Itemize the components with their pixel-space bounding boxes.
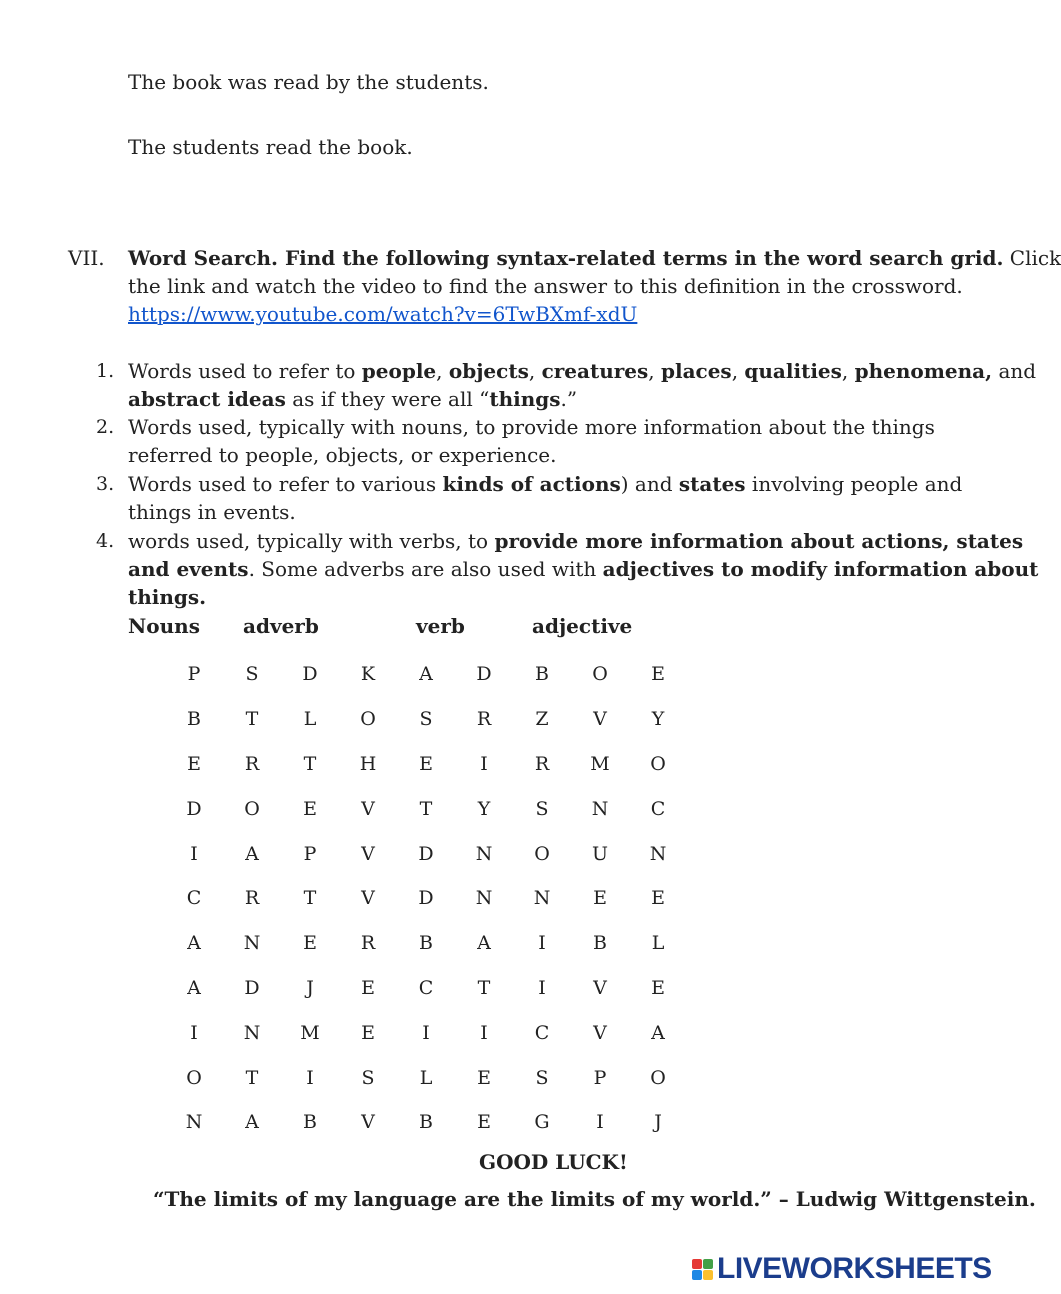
grid-cell: K <box>360 663 376 686</box>
grid-cell: S <box>361 1066 375 1089</box>
grid-cell: E <box>187 752 201 775</box>
grid-row <box>165 697 687 742</box>
grid-cell: I <box>596 1111 604 1134</box>
grid-cell: A <box>477 932 491 955</box>
grid-cell: T <box>303 752 317 775</box>
grid-cell: E <box>651 887 665 910</box>
logo-block <box>692 1259 702 1269</box>
grid-cell: V <box>361 887 375 910</box>
grid-row <box>165 921 687 966</box>
section-numeral: VII. <box>68 246 105 270</box>
grid-cell: B <box>303 1111 317 1134</box>
grid-cell: P <box>593 1066 607 1089</box>
grid-cell: E <box>477 1111 491 1134</box>
grid-cell: C <box>534 1021 550 1044</box>
quote-author: – Ludwig Wittgenstein. <box>778 1187 1036 1211</box>
grid-cell: O <box>360 708 376 731</box>
grid-cell: V <box>361 797 375 820</box>
grid-cell: Z <box>535 708 549 731</box>
quote-text: “The limits of my language are the limits of my world.” <box>153 1187 772 1211</box>
grid-cell: S <box>535 797 549 820</box>
grid-cell: H <box>359 752 377 775</box>
word-search-grid <box>165 652 687 1145</box>
grid-cell: D <box>476 663 492 686</box>
grid-cell: D <box>418 887 434 910</box>
grid-row <box>165 1100 687 1145</box>
grid-cell: V <box>361 842 375 865</box>
grid-cell: B <box>187 708 201 731</box>
grid-cell: R <box>476 708 492 731</box>
grid-cell: L <box>651 932 665 955</box>
grid-cell: I <box>190 1021 198 1044</box>
section-heading <box>128 244 1061 272</box>
grid-cell: Y <box>651 708 665 731</box>
grid-cell: I <box>190 842 198 865</box>
logo-text: LIVEWORKSHEETS <box>717 1252 992 1285</box>
grid-cell: B <box>593 932 607 955</box>
grid-cell: J <box>306 976 314 999</box>
grid-cell: B <box>419 1111 433 1134</box>
grid-cell: E <box>361 976 375 999</box>
grid-cell: E <box>303 797 317 820</box>
grid-cell: D <box>418 842 434 865</box>
grid-cell: N <box>243 1021 261 1044</box>
grid-cell: A <box>245 1111 259 1134</box>
item-4-line-2: and events. Some adverbs are also used with adjectives to modify information about <box>128 557 1039 581</box>
grid-row <box>165 742 687 787</box>
item-4-line-3: things. <box>128 585 207 609</box>
good-luck: GOOD LUCK! <box>479 1150 628 1174</box>
item-1-line-1: Words used to refer to people, objects, creatures, places, qualities, phenomena, and <box>128 359 1037 383</box>
logo-block <box>703 1259 713 1269</box>
video-link[interactable]: https://www.youtube.com/watch?v=6TwBXmf-xdU <box>128 302 638 326</box>
grid-cell: D <box>302 663 318 686</box>
grid-cell: N <box>533 887 551 910</box>
item-2-line-2: referred to people, objects, or experience. <box>128 443 557 467</box>
grid-cell: S <box>419 708 433 731</box>
item-4-line-1: words used, typically with verbs, to provide more information about actions, states <box>128 529 1024 553</box>
item-3-line-2: things in events. <box>128 500 296 524</box>
grid-cell: G <box>534 1111 550 1134</box>
grid-cell: P <box>303 842 317 865</box>
grid-cell: P <box>187 663 201 686</box>
grid-cell: R <box>534 752 550 775</box>
liveworksheets-logo <box>692 1252 992 1286</box>
grid-cell: E <box>361 1021 375 1044</box>
word-verb: verb <box>416 614 465 638</box>
quote <box>153 1185 1036 1213</box>
grid-row <box>165 831 687 876</box>
grid-cell: D <box>244 976 260 999</box>
grid-cell: U <box>591 842 608 865</box>
item-3-line-1: Words used to refer to various kinds of actions) and states involving people and <box>128 472 963 496</box>
grid-cell: V <box>361 1111 375 1134</box>
grid-row <box>165 1055 687 1100</box>
grid-cell: E <box>593 887 607 910</box>
grid-cell: A <box>187 932 201 955</box>
grid-cell: O <box>534 842 550 865</box>
grid-cell: E <box>303 932 317 955</box>
grid-cell: A <box>187 976 201 999</box>
grid-cell: C <box>650 797 666 820</box>
item-number: 2. <box>96 416 115 438</box>
grid-cell: T <box>419 797 433 820</box>
grid-cell: R <box>244 887 260 910</box>
grid-row <box>165 1010 687 1055</box>
grid-cell: C <box>418 976 434 999</box>
grid-cell: I <box>480 1021 488 1044</box>
grid-cell: C <box>186 887 202 910</box>
grid-cell: V <box>593 708 607 731</box>
grid-cell: B <box>535 663 549 686</box>
grid-cell: A <box>651 1021 665 1044</box>
video-link-line <box>128 300 637 328</box>
grid-cell: L <box>303 708 317 731</box>
example-passive: The book was read by the students. <box>128 70 489 94</box>
grid-cell: N <box>475 887 493 910</box>
grid-cell: N <box>475 842 493 865</box>
grid-cell: M <box>590 752 610 775</box>
grid-cell: R <box>360 932 376 955</box>
grid-cell: E <box>651 976 665 999</box>
word-adjective: adjective <box>532 614 633 638</box>
word-adverb: adverb <box>243 614 319 638</box>
grid-cell: I <box>480 752 488 775</box>
section-instruction: the link and watch the video to find the answer to this definition in the crossword. <box>128 274 963 298</box>
word-nouns: Nouns <box>128 614 200 638</box>
item-number: 1. <box>96 360 115 382</box>
grid-cell: N <box>243 932 261 955</box>
grid-cell: M <box>300 1021 320 1044</box>
grid-cell: S <box>245 663 259 686</box>
grid-cell: E <box>419 752 433 775</box>
grid-cell: O <box>650 752 666 775</box>
logo-block <box>692 1270 702 1280</box>
grid-cell: Y <box>477 797 491 820</box>
grid-cell: D <box>186 797 202 820</box>
grid-cell: N <box>649 842 667 865</box>
grid-cell: I <box>306 1066 314 1089</box>
grid-cell: T <box>245 1066 259 1089</box>
section-title: Word Search. Find the following syntax-related terms in the word search grid. <box>128 246 1004 270</box>
logo-block <box>703 1270 713 1280</box>
grid-cell: O <box>244 797 260 820</box>
section-instruction-start: Click <box>1003 246 1061 270</box>
grid-cell: E <box>651 663 665 686</box>
grid-cell: V <box>593 1021 607 1044</box>
grid-cell: T <box>477 976 491 999</box>
item-2-line-1: Words used, typically with nouns, to provide more information about the things <box>128 415 935 439</box>
grid-cell: I <box>538 976 546 999</box>
grid-cell: J <box>654 1111 662 1134</box>
grid-cell: O <box>592 663 608 686</box>
logo-mark-icon <box>692 1259 713 1280</box>
grid-cell: O <box>186 1066 202 1089</box>
grid-cell: I <box>538 932 546 955</box>
grid-cell: S <box>535 1066 549 1089</box>
item-number: 3. <box>96 473 115 495</box>
item-number: 4. <box>96 530 115 552</box>
grid-cell: T <box>303 887 317 910</box>
grid-row <box>165 876 687 921</box>
grid-row <box>165 786 687 831</box>
grid-cell: A <box>419 663 433 686</box>
grid-cell: E <box>477 1066 491 1089</box>
grid-row <box>165 966 687 1011</box>
grid-row <box>165 652 687 697</box>
item-1-line-2: abstract ideas as if they were all “things.” <box>128 387 578 411</box>
grid-cell: N <box>185 1111 203 1134</box>
grid-cell: A <box>245 842 259 865</box>
grid-cell: O <box>650 1066 666 1089</box>
grid-cell: B <box>419 932 433 955</box>
grid-cell: V <box>593 976 607 999</box>
grid-cell: L <box>419 1066 433 1089</box>
grid-cell: T <box>245 708 259 731</box>
grid-cell: I <box>422 1021 430 1044</box>
grid-cell: R <box>244 752 260 775</box>
example-active: The students read the book. <box>128 135 413 159</box>
grid-cell: N <box>591 797 609 820</box>
